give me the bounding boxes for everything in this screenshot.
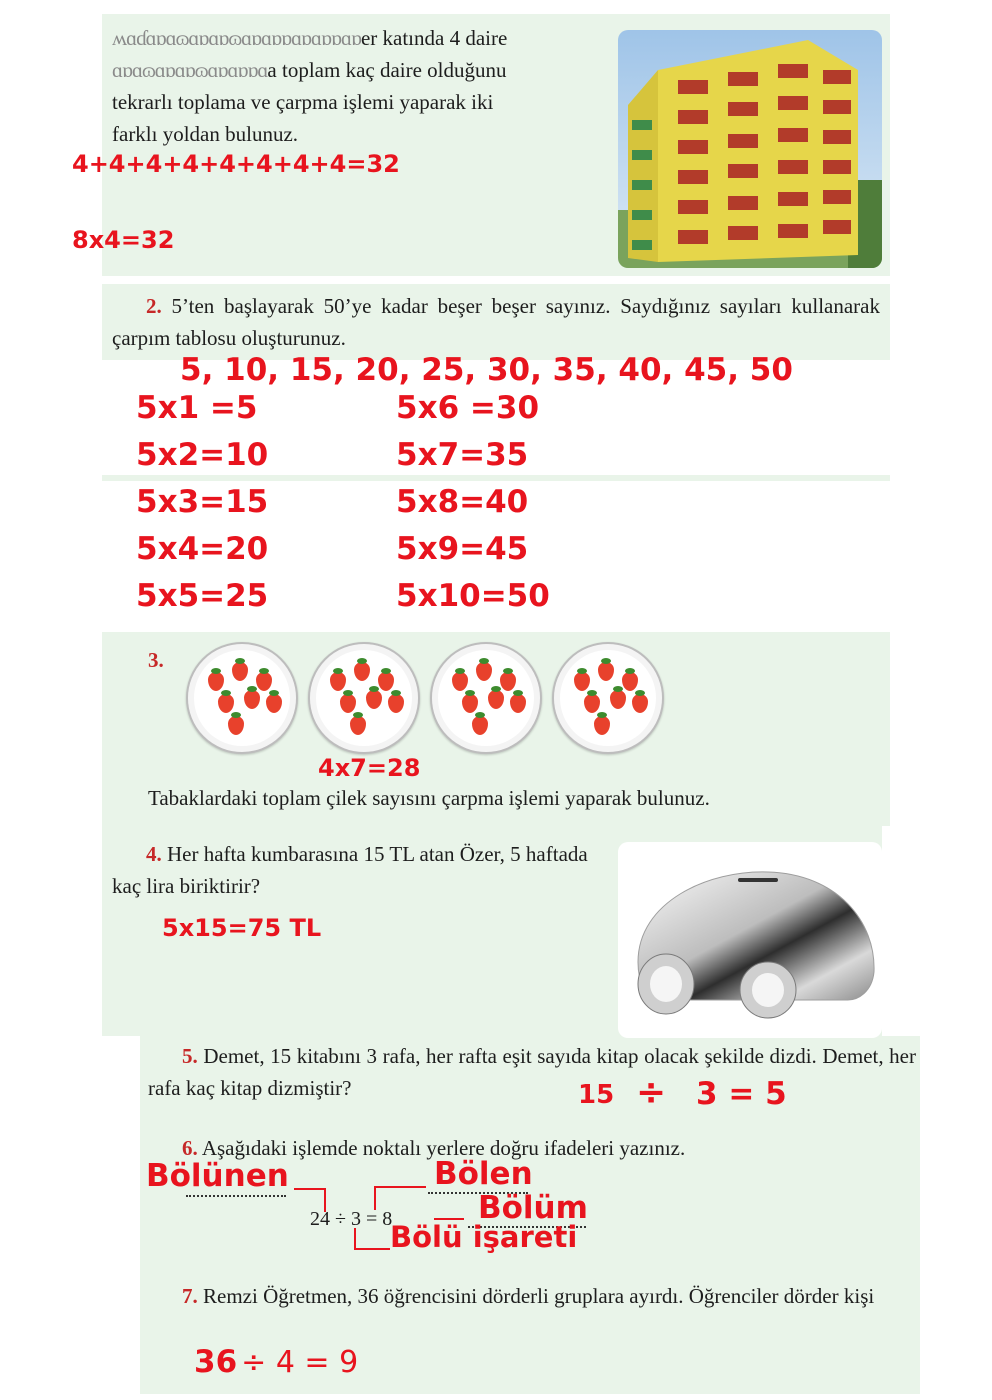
strawberry-icon (472, 716, 488, 735)
strawberry-icon (256, 672, 272, 691)
strawberry-icon (366, 690, 382, 709)
strawberry-icon (378, 672, 394, 691)
q5-text (148, 1040, 916, 1104)
q4-number: 4. (146, 842, 162, 866)
q1-line4: farklı yoldan bulunuz. (112, 122, 299, 146)
plate-2 (308, 642, 420, 754)
strawberry-icon (244, 690, 260, 709)
q1-answer-sum: 4+4+4+4+4+4+4+4=32 (72, 150, 400, 178)
q1-line3: tekrarlı toplama ve çarpma işlemi yaparak iki (112, 90, 494, 114)
car-bank-illustration (618, 842, 882, 1038)
q3-answer: 4x7=28 (318, 754, 421, 782)
arrow-to-sign (354, 1228, 390, 1250)
q2-text (112, 290, 880, 354)
strawberry-icon (232, 662, 248, 681)
q6-label-sign: Bölü işareti (390, 1220, 578, 1254)
arrow-to-dividend (294, 1188, 326, 1212)
q1-answer-mult: 8x4=32 (72, 226, 175, 254)
q6-expression: 24 ÷ 3 = 8 (310, 1208, 393, 1230)
dividend-dotted-line (186, 1195, 286, 1197)
q3-question: Tabaklardaki toplam çilek sayısını çarpma işlemi yaparak bulunuz. (148, 786, 710, 810)
strawberry-icon (266, 694, 282, 713)
strawberry-icon (350, 716, 366, 735)
strawberry-icon (488, 690, 504, 709)
strawberry-icon (574, 672, 590, 691)
strawberry-icon (354, 662, 370, 681)
q6-label-quotient: Bölüm (478, 1190, 588, 1226)
arrow-to-divisor (374, 1186, 426, 1210)
q5-answer-a: 15 (578, 1080, 615, 1110)
piggy-bank-car-image (618, 842, 882, 1038)
strawberry-icon (632, 694, 648, 713)
strawberry-icon (330, 672, 346, 691)
q5-answer-op: ÷ (636, 1072, 667, 1113)
q2-right-1: 5x6 =30 (396, 390, 540, 426)
plate-1 (186, 642, 298, 754)
q2-left-4: 5x4=20 (136, 531, 269, 567)
strawberry-icon (594, 716, 610, 735)
q3-number: 3. (148, 648, 164, 672)
separator-line (102, 475, 890, 481)
strawberry-icon (500, 672, 516, 691)
building-illustration (618, 30, 882, 268)
q4-text (112, 838, 594, 902)
q6-question: Aşağıdaki işlemde noktalı yerlere doğru ifadeleri yazınız. (201, 1136, 686, 1160)
q5-number: 5. (182, 1044, 198, 1068)
strawberry-icon (622, 672, 638, 691)
q2-question: 5’ten başlayarak 50’ye kadar beşer beşer sayınız. Saydığınız sayıları kullanarak çarpım tablosu oluşturunuz. (112, 294, 880, 350)
q7-number: 7. (182, 1284, 198, 1308)
q1-text (112, 22, 592, 150)
strawberry-icon (510, 694, 526, 713)
q7-answer-bold: 36 (194, 1344, 238, 1380)
plate-4 (552, 642, 664, 754)
strawberry-icon (610, 690, 626, 709)
strawberry-icon (218, 694, 234, 713)
q6-number: 6. (182, 1136, 198, 1160)
q1-line2: a toplam kaç daire olduğunu (267, 58, 507, 82)
strawberry-icon (476, 662, 492, 681)
q1-scribble: ʍɑɗɑɒɑɷɑɒɑɒɷɑɒɑɒɒɑɒɑɒɒɑɒ (112, 26, 361, 50)
q2-right-2: 5x7=35 (396, 437, 529, 473)
q1-line1: er katında 4 daire (360, 26, 508, 50)
q2-left-2: 5x2=10 (136, 437, 269, 473)
strawberry-icon (228, 716, 244, 735)
q5-answer-b: 3 = 5 (696, 1076, 787, 1112)
q2-left-1: 5x1 =5 (136, 390, 258, 426)
q2-left-5: 5x5=25 (136, 578, 269, 614)
q6-label-dividend: Bölünen (146, 1158, 289, 1194)
arrow-to-quotient (434, 1218, 464, 1220)
plate-3 (430, 642, 542, 754)
q2-right-3: 5x8=40 (396, 484, 529, 520)
q6-label-divisor: Bölen (434, 1156, 533, 1192)
q2-number: 2. (146, 294, 162, 318)
q7-question: Remzi Öğretmen, 36 öğrencisini dörderli gruplara ayırdı. Öğrenciler dörder kişi (203, 1284, 875, 1308)
q2-right-4: 5x9=45 (396, 531, 529, 567)
q2-right-5: 5x10=50 (396, 578, 550, 614)
q7-answer (194, 1344, 358, 1380)
apartment-building-image (618, 30, 882, 268)
strawberry-icon (462, 694, 478, 713)
q2-sequence: 5, 10, 15, 20, 25, 30, 35, 40, 45, 50 (180, 352, 793, 388)
q5-question: Demet, 15 kitabını 3 rafa, her rafta eşit sayıda kitap olacak şekilde dizdi. Demet, her rafa kaç kitap dizmiştir? (148, 1044, 916, 1100)
strawberry-icon (584, 694, 600, 713)
q1-scribble-2: ɑɒɑɷɑɒɑɒɷɑɒɑɒɒɑ (112, 58, 268, 82)
q4-answer: 5x15=75 TL (162, 914, 322, 942)
strawberry-icon (340, 694, 356, 713)
q2-left-3: 5x3=15 (136, 484, 269, 520)
q7-answer-rest: ÷ 4 = 9 (241, 1345, 359, 1380)
strawberry-icon (598, 662, 614, 681)
strawberry-icon (388, 694, 404, 713)
q7-text (148, 1280, 916, 1312)
strawberry-icon (452, 672, 468, 691)
q4-question: Her hafta kumbarasına 15 TL atan Özer, 5 haftada kaç lira biriktirir? (112, 842, 588, 898)
strawberry-icon (208, 672, 224, 691)
